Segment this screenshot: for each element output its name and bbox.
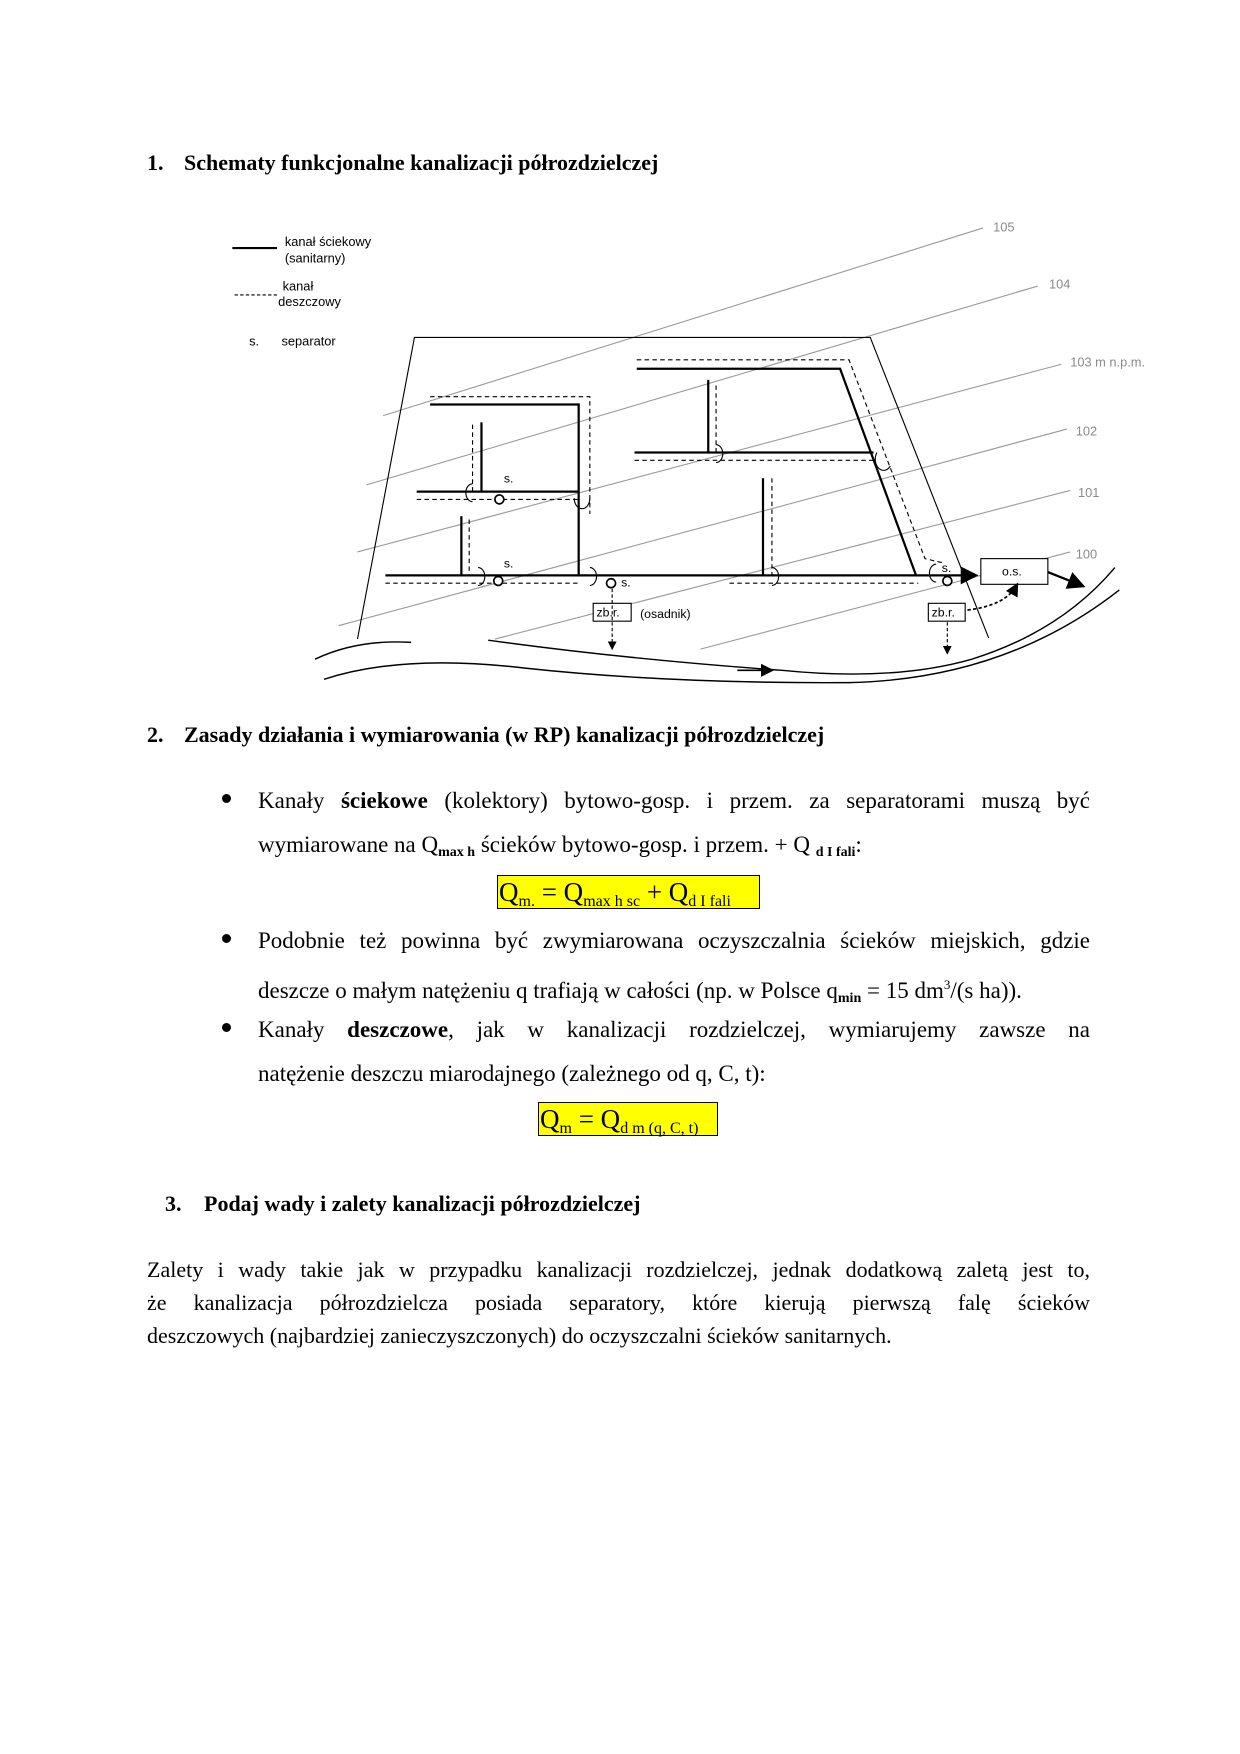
river-bank-lower — [324, 590, 1119, 683]
contour-labels — [993, 219, 1145, 561]
separator-icon — [607, 579, 616, 588]
section1-title: Schematy funkcjonalne kanalizacji półrozdzielczej — [184, 150, 659, 175]
paragraph-line: że kanalizacja półrozdzielcza posiada separatory, które kierują pierwszą falę ścieków — [147, 1290, 1090, 1315]
bold-text: deszczowe — [347, 1017, 449, 1042]
bullet-icon — [222, 794, 231, 803]
contour-label: 101 — [1078, 485, 1100, 501]
subscript: max h sc — [583, 893, 641, 910]
formula-sanitary-flow — [497, 875, 760, 909]
section2-number: 2. — [147, 722, 164, 747]
section3-title: Podaj wady i zalety kanalizacji półrozdzielczej — [204, 1191, 641, 1216]
text: ścieków bytowo-gosp. i przem. + Q — [475, 832, 816, 857]
tank-to-plant-arrow — [967, 585, 1016, 610]
text: Kanały — [258, 1017, 348, 1042]
contour-label: 100 — [1075, 546, 1098, 562]
settler-note: (osadnik) — [640, 606, 691, 621]
text: wymiarowane na Q — [258, 832, 439, 857]
legend-separator-label: separator — [281, 333, 336, 349]
bullet2-line1: Podobnie też powinna być zwymiarowana oczyszczalnia ścieków miejskich, gdzie — [258, 928, 1090, 953]
plant-outflow-arrow — [1048, 572, 1082, 585]
catchment-boundary — [357, 337, 988, 639]
text: Kanały — [258, 788, 341, 813]
river-bank-upper — [315, 642, 411, 659]
text: Q — [540, 1104, 560, 1134]
subscript: d I fali — [815, 845, 856, 860]
contour-label: 102 — [1075, 423, 1098, 439]
text: Q — [499, 877, 519, 907]
treatment-plant-label: o.s. — [1002, 564, 1022, 579]
legend-sanitary-label-2: (sanitarny) — [284, 250, 346, 266]
subscript: m — [559, 1120, 572, 1137]
text: , jak w kanalizacji rozdzielczej, wymiarujemy zawsze na — [448, 1017, 1091, 1042]
subscript: d I fali — [688, 893, 731, 910]
separator-icon — [495, 495, 504, 504]
contour-lines — [338, 228, 1070, 649]
legend-sanitary-label: kanał ściekowy — [284, 233, 372, 249]
separator-label: s. — [503, 471, 514, 486]
contour-105 — [383, 228, 983, 416]
text: = Q — [534, 877, 584, 907]
retention-tank-label: zb.r. — [596, 605, 620, 620]
sanitary-sewer — [637, 369, 916, 576]
bullet1-line1 — [258, 786, 1090, 816]
subscript: d m (q, C, t) — [620, 1120, 699, 1137]
separator-label: s. — [941, 561, 952, 576]
separator-label: s. — [503, 556, 514, 571]
crossing-arcs — [466, 445, 936, 586]
subscript: m. — [518, 893, 535, 910]
contour-label: 103 m n.p.m. — [1070, 354, 1146, 370]
superscript: 3 — [943, 977, 951, 992]
paragraph-line: deszczowych (najbardziej zanieczyszczonych) do oczyszczalni ścieków sanitarnych. — [147, 1323, 892, 1348]
section3-number: 3. — [165, 1191, 182, 1216]
text: /(s ha)). — [950, 978, 1022, 1003]
crossing-arc — [929, 564, 936, 582]
separator-label: s. — [621, 575, 631, 590]
legend — [232, 234, 371, 348]
bullet2-line2 — [258, 970, 1090, 1006]
text: (kolektory) bytowo-gosp. i przem. za separatorami muszą być — [427, 788, 1090, 813]
sanitary-sewer — [430, 404, 579, 575]
subscript: max h — [438, 845, 476, 860]
legend-separator-symbol: s. — [249, 333, 260, 349]
contour-label: 105 — [993, 219, 1015, 235]
separators — [494, 495, 952, 588]
text: + Q — [640, 877, 689, 907]
bullet-icon — [222, 1023, 231, 1032]
legend-rain-label-2: deszczowy — [278, 294, 341, 310]
bullet1-line2 — [258, 830, 1090, 860]
text: : — [855, 832, 862, 857]
legend-rain-label: kanał — [282, 278, 314, 294]
contour-label: 104 — [1048, 276, 1071, 292]
retention-tank-label: zb.r. — [931, 605, 955, 620]
separator-icon — [943, 576, 952, 585]
bullet3-line2: natężenie deszczu miarodajnego (zależnego od q, C, t): — [258, 1061, 766, 1086]
separator-icon — [494, 576, 503, 585]
text: deszcze o małym natężeniu q trafiają w całości (np. w Polsce q — [258, 978, 838, 1003]
paragraph-line: Zalety i wady takie jak w przypadku kanalizacji rozdzielczej, jednak dodatkową zaletą jest to, — [147, 1257, 1090, 1282]
bullet3-line1 — [258, 1015, 1090, 1045]
formula-rain-flow — [538, 1102, 718, 1136]
bullet-icon — [222, 934, 231, 943]
section2-title: Zasady działania i wymiarowania (w RP) kanalizacji półrozdzielczej — [184, 722, 825, 747]
rain-sewers — [385, 360, 944, 583]
text: = 15 dm — [861, 978, 944, 1003]
section1-number: 1. — [147, 150, 164, 175]
text: = Q — [571, 1104, 621, 1134]
sanitary-sewers — [385, 369, 974, 576]
bold-text: ściekowe — [340, 788, 428, 813]
subscript: min — [837, 991, 862, 1006]
